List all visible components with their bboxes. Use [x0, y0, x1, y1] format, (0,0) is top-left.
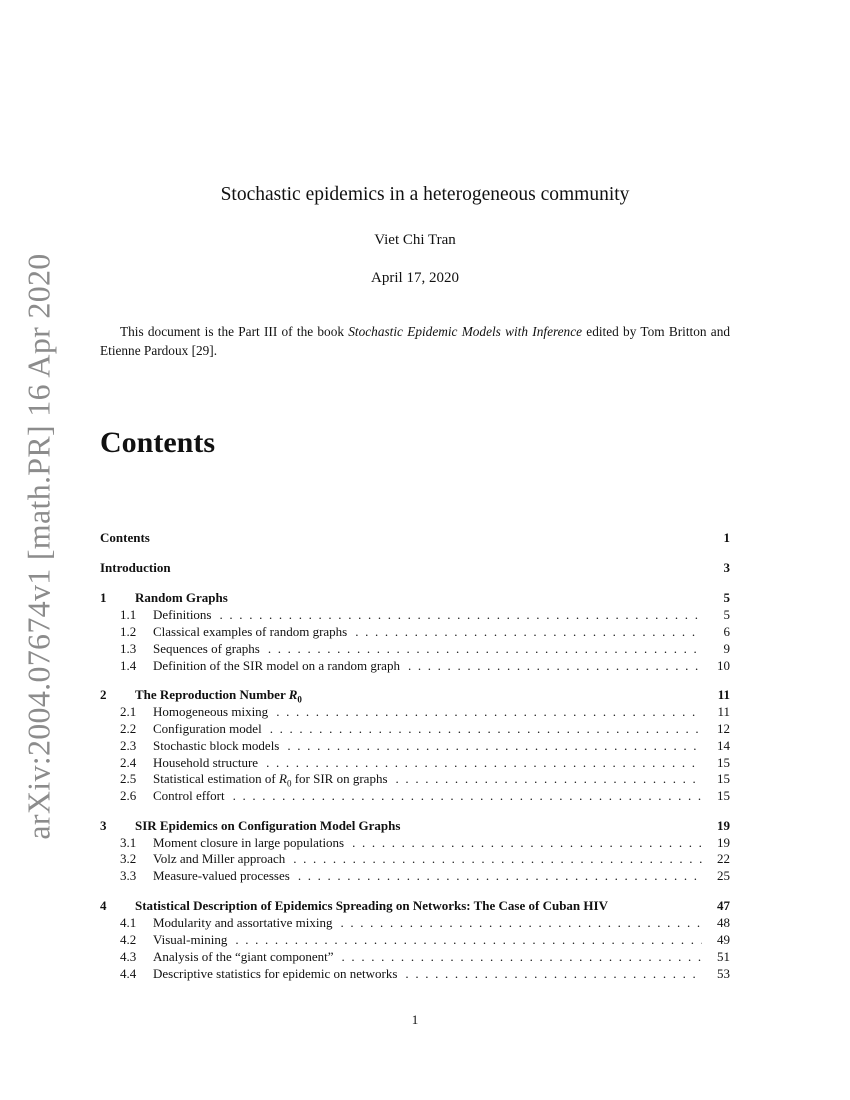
toc-page-number: 6: [723, 624, 730, 639]
abstract-before: This document is the Part III of the book: [120, 324, 349, 339]
toc-label: Control effort: [153, 788, 225, 803]
paper-title: Stochastic epidemics in a heterogeneous community: [220, 184, 630, 205]
toc-number: 2.4: [120, 755, 137, 770]
toc-number: 4.3: [120, 949, 137, 964]
author: Viet Chi Tran: [374, 232, 456, 248]
toc-number: 4.1: [120, 915, 137, 930]
toc-page-number: 10: [717, 658, 730, 673]
toc-dot-leader: [220, 607, 703, 623]
toc-label: Sequences of graphs: [153, 641, 260, 656]
toc-entry[interactable]: [100, 624, 730, 640]
toc-number: 2.5: [120, 771, 137, 786]
toc-entry[interactable]: [100, 687, 730, 703]
table-of-contents: [100, 0, 730, 1100]
toc-dot-leader: [342, 949, 702, 965]
page-number: 1: [411, 1012, 419, 1027]
toc-label: Visual-mining: [153, 932, 228, 947]
toc-page-number: 14: [717, 738, 730, 753]
toc-page-number: 19: [717, 818, 730, 833]
toc-label: Definitions: [153, 607, 212, 622]
toc-dot-leader: [268, 641, 702, 657]
toc-entry[interactable]: [100, 788, 730, 804]
toc-number: 1.1: [120, 607, 137, 622]
toc-page-number: 53: [717, 966, 730, 981]
toc-page-number: 11: [717, 704, 730, 719]
toc-page-number: 9: [723, 641, 730, 656]
toc-dot-leader: [355, 624, 702, 640]
toc-page-number: 49: [717, 932, 730, 947]
abstract-after: edited by Tom Britton and Etienne Pardoux [29].: [100, 324, 730, 358]
toc-dot-leader: [287, 738, 702, 754]
toc-page-number: 5: [723, 590, 730, 605]
toc-page-number: 25: [717, 868, 730, 883]
toc-page-number: 48: [717, 915, 730, 930]
toc-entry[interactable]: [100, 851, 730, 867]
arxiv-stamp: [9, 252, 69, 840]
toc-entry[interactable]: [100, 721, 730, 737]
toc-number: 4.4: [120, 966, 137, 981]
toc-number: 2.1: [120, 704, 137, 719]
toc-page-number: 5: [723, 607, 730, 622]
toc-label: Definition of the SIR model on a random graph: [153, 658, 400, 673]
toc-entry[interactable]: [100, 949, 730, 965]
toc-entry[interactable]: [100, 641, 730, 657]
toc-label: SIR Epidemics on Configuration Model Graphs: [135, 818, 401, 833]
toc-entry[interactable]: [100, 771, 730, 787]
toc-page-number: 3: [723, 560, 730, 575]
toc-page-number: 47: [717, 898, 730, 913]
toc-entry[interactable]: [100, 966, 730, 982]
toc-page-number: 22: [717, 851, 730, 866]
toc-page-number: 1: [723, 530, 730, 545]
toc-dot-leader: [293, 851, 702, 867]
toc-number: 3.1: [120, 835, 137, 850]
toc-entry[interactable]: [100, 898, 730, 914]
toc-label: Configuration model: [153, 721, 262, 736]
toc-label: Introduction: [100, 560, 171, 575]
toc-number: 2.6: [120, 788, 137, 803]
toc-label: Moment closure in large populations: [153, 835, 345, 850]
abstract-book-title: Stochastic Epidemic Models with Inference: [348, 324, 583, 339]
toc-number: 1.4: [120, 658, 137, 673]
toc-entry[interactable]: [100, 738, 730, 754]
toc-entry[interactable]: [100, 607, 730, 623]
toc-label: Statistical Description of Epidemics Spreading on Networks: The Case of Cuban HIV: [135, 898, 608, 913]
toc-number: 2: [100, 687, 107, 702]
toc-entry[interactable]: [100, 915, 730, 931]
toc-label: Modularity and assortative mixing: [153, 915, 333, 930]
toc-dot-leader: [270, 721, 702, 737]
toc-page-number: 19: [717, 835, 730, 850]
toc-label: Volz and Miller approach: [153, 851, 286, 866]
toc-entry[interactable]: [100, 835, 730, 851]
toc-dot-leader: [405, 966, 702, 982]
toc-number: 3.2: [120, 851, 137, 866]
toc-label: The Reproduction Number $R_0$: [135, 687, 302, 705]
toc-dot-leader: [352, 835, 702, 851]
toc-page-number: 15: [717, 771, 730, 786]
toc-entry[interactable]: [100, 755, 730, 771]
toc-entry[interactable]: [100, 530, 730, 546]
toc-page-number: 15: [717, 788, 730, 803]
toc-label: Classical examples of random graphs: [153, 624, 348, 639]
toc-page-number: 11: [717, 687, 730, 702]
toc-number: 3: [100, 818, 107, 833]
toc-entry[interactable]: [100, 590, 730, 606]
toc-number: 4.2: [120, 932, 137, 947]
toc-page-number: 51: [717, 949, 730, 964]
toc-entry[interactable]: [100, 560, 730, 576]
toc-label: Statistical estimation of $R_0$ for SIR on graphs: [153, 771, 388, 789]
toc-dot-leader: [235, 932, 702, 948]
toc-number: 3.3: [120, 868, 137, 883]
toc-page-number: 12: [717, 721, 730, 736]
toc-entry[interactable]: [100, 658, 730, 674]
toc-number: 4: [100, 898, 107, 913]
toc-number: 1: [100, 590, 107, 605]
toc-entry[interactable]: [100, 932, 730, 948]
toc-number: 1.2: [120, 624, 137, 639]
toc-dot-leader: [233, 788, 702, 804]
toc-label: Descriptive statistics for epidemic on networks: [153, 966, 398, 981]
toc-entry[interactable]: [100, 704, 730, 720]
toc-dot-leader: [396, 771, 702, 787]
toc-label: Measure-valued processes: [153, 868, 290, 883]
toc-entry[interactable]: [100, 868, 730, 884]
toc-dot-leader: [276, 704, 702, 720]
toc-dot-leader: [266, 755, 702, 771]
toc-number: 2.3: [120, 738, 137, 753]
toc-dot-leader: [340, 915, 702, 931]
toc-label: Random Graphs: [135, 590, 228, 605]
date: April 17, 2020: [371, 270, 459, 286]
contents-heading: Contents: [100, 426, 216, 459]
toc-entry[interactable]: [100, 818, 730, 834]
toc-dot-leader: [298, 868, 702, 884]
toc-page-number: 15: [717, 755, 730, 770]
toc-label: Stochastic block models: [153, 738, 280, 753]
toc-label: Homogeneous mixing: [153, 704, 269, 719]
arxiv-stamp-text: arXiv:2004.07674v1 [math.PR] 16 Apr 2020: [20, 252, 57, 840]
toc-label: Household structure: [153, 755, 259, 770]
toc-label: Contents: [100, 530, 150, 545]
toc-dot-leader: [408, 658, 702, 674]
toc-label: Analysis of the “giant component”: [153, 949, 334, 964]
toc-number: 1.3: [120, 641, 137, 656]
toc-number: 2.2: [120, 721, 137, 736]
